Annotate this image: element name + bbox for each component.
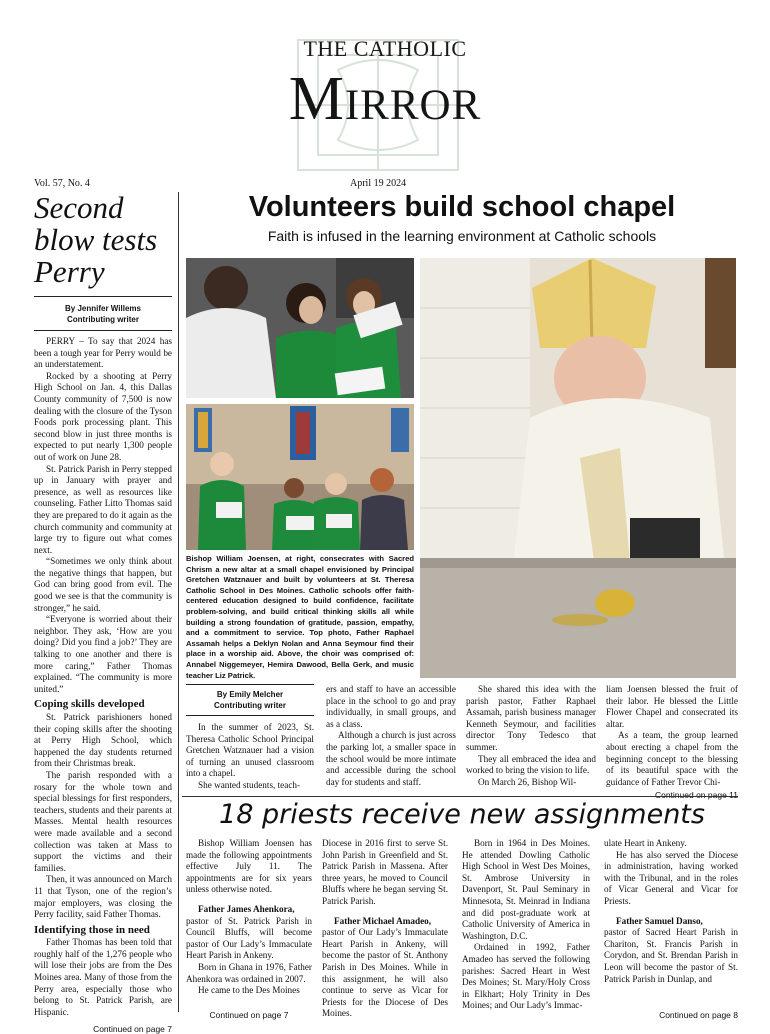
chapel-headline: Volunteers build school chapel bbox=[248, 191, 676, 223]
paragraph: “Sometimes we only think about the negative things that happen, but God can bring good from evil. The good we see is that the community is stronger,” he said. bbox=[34, 556, 172, 613]
priests-headline: 18 priests receive new assignments bbox=[219, 799, 705, 830]
priests-column-4 bbox=[604, 838, 738, 985]
chapel-story-column-2 bbox=[326, 684, 456, 788]
paragraph: The parish responded with a rosary for the whole town and special blessings for first responders, teachers, students and their parents at Masses. Mental health resources were made available and a second collection was taken at Mass to support the victims and their families. bbox=[34, 769, 172, 873]
photo-bishop-consecrating-altar bbox=[420, 258, 736, 678]
paragraph: Diocese in 2016 first to serve St. John Parish in Greenfield and St. Patrick Parish in Massena. After three years, he moved to Council Bluffs where he began serving St. Patrick Parish. bbox=[322, 838, 448, 906]
paragraph: Born in 1964 in Des Moines. He attended Dowling Catholic High School in West Des Moines, St. Ambrose University in Davenport, St. Paul Seminary in Minnesota, St. Meinrad in Indiana and did post-graduate work at Catholic University of America in Washington, D.C. bbox=[462, 838, 590, 941]
paragraph: pastor of Sacred Heart Parish in Chariton, St. Francis Parish in Corydon, and St. Brendan Parish in Leon will become the pastor of St. Patrick Parish in Dunlap, and bbox=[604, 927, 738, 984]
paragraph: St. Patrick Parish in Perry stepped up in January with prayer and presence, as well as resources like counseling. Father Litto Thomas said they are prepared to do it again as the church community and community at large try to figure out what comes next. bbox=[34, 463, 172, 555]
priests-column-3 bbox=[462, 838, 590, 1012]
divider bbox=[34, 330, 172, 331]
paragraph: Father Thomas has been told that roughly half of the 1,276 people who will lose their jobs are from the Des Moines area. Many of those from the Perry area, especially those who belong to St. Patrick Parish, are Hispanic. bbox=[34, 937, 172, 1017]
paragraph: In the summer of 2023, St. Theresa Catholic School Principal Gretchen Watznauer had a vision of turning an unused classroom into a chapel. bbox=[186, 722, 314, 779]
chapel-story-column-1 bbox=[186, 684, 314, 792]
priest-name: Father James Ahenkora, bbox=[198, 903, 295, 914]
paragraph: Although a church is just across the parking lot, a smaller space in the school would be more intimate and accessible during the school day for students and staff. bbox=[326, 730, 456, 787]
divider bbox=[186, 715, 314, 716]
paragraph: “Everyone is worried about their neighbor. They ask, ‘How are you doing? Did you find a job?’ They are talking to one another and there is more caring,” Father Thomas explained. “The community is more united.” bbox=[34, 614, 172, 694]
paragraph: liam Joensen blessed the fruit of their labor. He blessed the Little Flower Chapel and consecrated its altar. bbox=[606, 684, 738, 729]
left-story-headline: Second blow tests Perry bbox=[34, 190, 158, 289]
paragraph: She shared this idea with the parish pastor, Father Raphael Assamah, parish business manager Kenneth Seymour, and facilities director Tony Tedesco that summer. bbox=[466, 684, 596, 752]
photo-choir bbox=[186, 404, 414, 550]
paragraph: Rocked by a shooting at Perry High School on Jan. 4, this Dallas County community of 7,500 is now dealing with the closure of the Tyson Foods pork processing plant. This second blow in just three months is expected to put nearly 1,300 people out of work on June 28. bbox=[34, 370, 172, 462]
left-story bbox=[34, 192, 172, 1034]
issue-volume: Vol. 57, No. 4 bbox=[34, 178, 90, 189]
paragraph: Then, it was announced on March 11 that Tyson, one of the region’s major employers, was closing the Perry facility, said Father Thomas. bbox=[34, 874, 172, 920]
subhead: Coping skills developed bbox=[34, 698, 145, 711]
paragraph: She wanted students, teach- bbox=[198, 779, 301, 790]
paragraph: He came to the Des Moines bbox=[198, 985, 300, 996]
photo-caption: Bishop William Joensen, at right, consecrates with Sacred Chrism a new altar at a small chapel envisioned by Principal Gretchen Watznauer and built by volunteers at St. Theresa Catholic School in Des Moines. Catholic schools offer faith-centered education designed to build confidence, facilitate problem-solving, and build critical thinking skills all while building a strong foundation of gratitude, passion, empathy, and a commitment to service. Top photo, Father Raphael Assamah helps a Deklyn Nolan and Anna Seymour find their place in a worship aid. Above, the choir was comprised of: Annabel Niggemeyer, Hemira Dawood, Bella Gerk, and music teacher Liz Patrick. bbox=[186, 554, 414, 680]
paragraph: ers and staff to have an accessible place in the school to go and pray individually, in small groups, and as a class. bbox=[326, 684, 456, 729]
priests-column-1 bbox=[186, 838, 312, 997]
continued-link-priests-left[interactable]: Continued on page 7 bbox=[209, 1010, 289, 1020]
paragraph: They all embraced the idea and worked to bring the vision to life. bbox=[466, 753, 596, 776]
byline-role: Contributing writer bbox=[214, 701, 286, 710]
continued-link-priests-right[interactable]: Continued on page 8 bbox=[659, 1010, 738, 1020]
byline-role: Contributing writer bbox=[67, 315, 139, 324]
paragraph: pastor of St. Patrick Parish in Council Bluffs, will become pastor of Our Lady’s Immaculate Heart Parish in Ankeny. bbox=[186, 915, 312, 961]
column-divider bbox=[178, 192, 179, 1012]
priests-column-2 bbox=[322, 838, 448, 1020]
chapel-subheadline: Faith is infused in the learning environment at Catholic schools bbox=[267, 228, 657, 244]
paragraph: PERRY – To say that 2024 has been a tough year for Perry would be an understatement. bbox=[34, 336, 172, 370]
chapel-story-column-4 bbox=[606, 684, 738, 802]
chapel-story-column-3 bbox=[466, 684, 596, 788]
issue-date: April 19 2024 bbox=[350, 178, 407, 189]
paragraph: Bishop William Joensen has made the following appointments effective July 11. The appointments are for six years unless otherwise noted. bbox=[186, 838, 312, 895]
masthead-the-catholic: THE CATHOLIC bbox=[303, 36, 467, 61]
paragraph: pastor of Our Lady’s Immaculate Heart Parish in Ankeny, will become the pastor of St. Anthony Parish in Des Moines. While in this assignment, he will also continue to serve as Vicar for Priests for the Diocese of Des Moines. bbox=[322, 927, 448, 1019]
divider bbox=[34, 296, 172, 297]
photo-students-worship-aid bbox=[186, 258, 414, 398]
masthead-mirror: Mirror bbox=[288, 65, 482, 133]
section-divider bbox=[182, 796, 738, 797]
byline-author: By Emily Melcher bbox=[216, 690, 284, 699]
paragraph: St. Patrick parishioners honed their coping skills after the shooting at Perry High School, which happened the day students returned from their Christmas break. bbox=[34, 712, 172, 769]
paragraph: Ordained in 1992, Father Amadeo has served the following parishes: Sacred Heart in West Des Moines; St. Mary/Holy Cross in Elkhart; Holy Trinity in Des Moines; and Our Lady’s Immac- bbox=[462, 942, 590, 1011]
paragraph: On March 26, Bishop Wil- bbox=[478, 776, 577, 787]
paragraph: Born in Ghana in 1976, Father Ahenkora was ordained in 2007. bbox=[186, 961, 312, 984]
paragraph: ulate Heart in Ankeny. bbox=[604, 838, 687, 848]
continued-link-left[interactable]: Continued on page 7 bbox=[93, 1024, 172, 1034]
byline-author: By Jennifer Willems bbox=[65, 304, 141, 313]
priest-name: Father Michael Amadeo, bbox=[334, 915, 432, 926]
paragraph: He has also served the Diocese in administration, having worked with the Tribunal, and in the roles of Vicar General and Vicar for Priests. bbox=[604, 849, 738, 906]
paragraph: As a team, the group learned about erecting a chapel from the beginning concept to the blessing of its beautiful space with the guidance of Father Trevor Chi- bbox=[606, 730, 738, 787]
left-story-body bbox=[34, 336, 172, 1018]
subhead: Identifying those in need bbox=[34, 923, 150, 936]
divider bbox=[186, 684, 314, 685]
priest-name: Father Samuel Danso, bbox=[616, 915, 703, 926]
